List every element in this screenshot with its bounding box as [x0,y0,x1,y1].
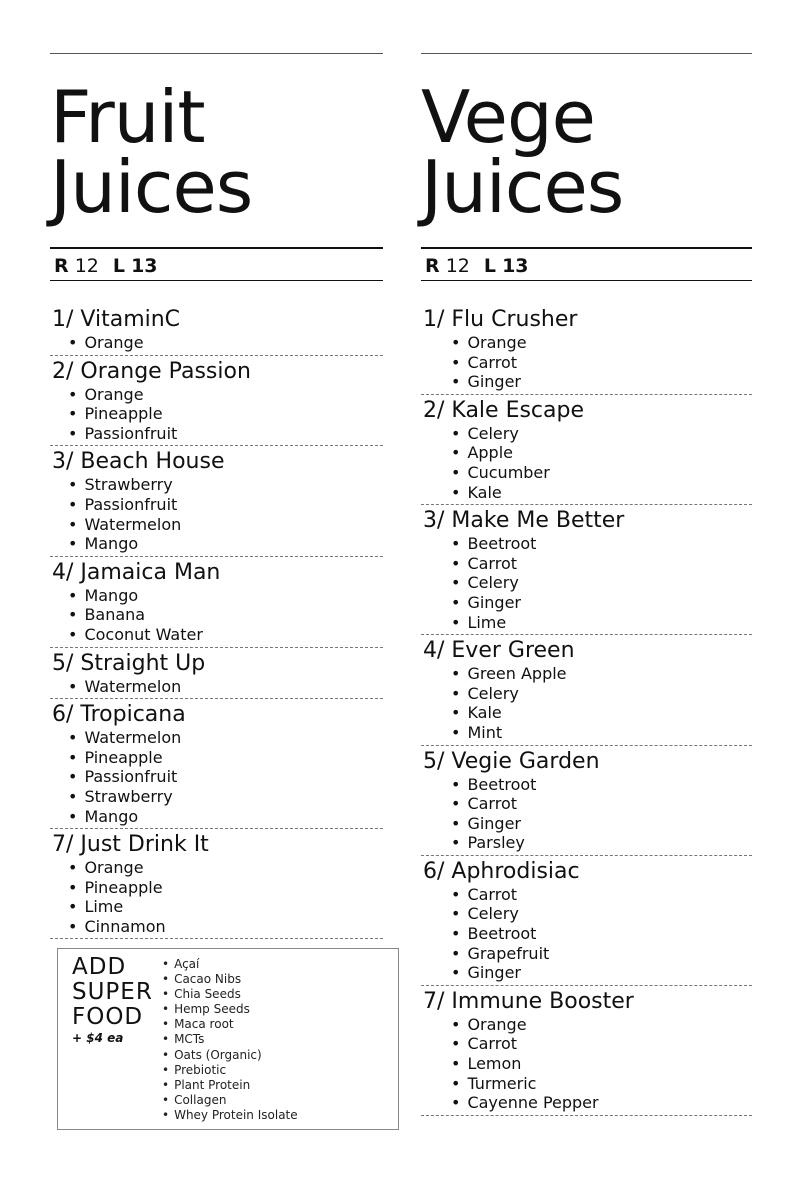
ingredient: • Orange [451,333,752,353]
ingredient-list [50,385,383,444]
ingredient-list [50,728,383,826]
superfood-item: • Hemp Seeds [162,1002,298,1017]
juice-item [421,638,752,745]
title-line: Fruit [50,75,205,159]
ingredient: • Orange [68,858,383,878]
fruit-juices-title [50,75,253,229]
ingredient: • Kale [451,703,752,723]
superfood-item: • Collagen [162,1093,298,1108]
ingredient: • Carrot [451,353,752,373]
vege-juice-list [421,307,752,1119]
juice-item [421,859,752,986]
juice-name: 7/ Just Drink It [52,832,209,858]
regular-size-label: R [425,255,440,277]
regular-price: 12 [74,255,99,277]
ingredient: • Green Apple [451,664,752,684]
ingredient: • Celery [451,424,752,444]
ingredient: • Watermelon [68,677,383,697]
juice-item [421,307,752,395]
juice-item [50,560,383,648]
ingredient: • Cucumber [451,463,752,483]
ingredient: • Coconut Water [68,625,383,645]
fruit-juice-list [50,307,383,942]
large-price: 13 [131,255,158,277]
juice-name: 7/ Immune Booster [423,988,634,1014]
ingredient: • Parsley [451,833,752,853]
ingredient: • Mint [451,723,752,743]
juice-item [50,702,383,829]
vege-price-bar [421,247,752,281]
ingredient-list [421,885,752,983]
ingredient: • Ginger [451,963,752,983]
fruit-price-bar [50,247,383,281]
superfood-price: + $4 ea [72,1031,124,1045]
ingredient: • Beetroot [451,534,752,554]
juice-name: 2/ Orange Passion [52,358,251,384]
regular-price: 12 [445,255,470,277]
juice-name: 1/ Flu Crusher [423,307,578,332]
superfood-list [162,957,298,1123]
superfood-item: • MCTs [162,1032,298,1047]
juice-name: 4/ Ever Green [423,638,575,664]
ingredient-list [50,475,383,553]
juice-item [421,749,752,856]
juice-item [421,398,752,505]
ingredient: • Banana [68,605,383,625]
top-divider [421,53,752,54]
juice-name: 6/ Aphrodisiac [423,858,580,884]
superfood-item: • Plant Protein [162,1078,298,1093]
juice-name: 5/ Straight Up [52,650,206,676]
ingredient-list [421,1015,752,1113]
juice-item [421,989,752,1116]
ingredient: • Lime [451,613,752,633]
juice-item [421,508,752,635]
juice-name: 5/ Vegie Garden [423,748,600,774]
ingredient: • Cinnamon [68,917,383,937]
ingredient: • Ginger [451,814,752,834]
ingredient-list [421,775,752,853]
ingredient: • Grapefruit [451,944,752,964]
ingredient: • Pineapple [68,878,383,898]
ingredient-list [50,333,383,353]
superfood-heading-line: ADD [72,954,127,980]
ingredient-list [421,534,752,632]
ingredient: • Cayenne Pepper [451,1093,752,1113]
ingredient: • Lemon [451,1054,752,1074]
large-size-label: L [112,255,126,277]
large-size-label: L [483,255,497,277]
juice-name: 1/ VitaminC [52,307,181,332]
ingredient: • Watermelon [68,515,383,535]
ingredient: • Mango [68,586,383,606]
top-divider [50,53,383,54]
ingredient: • Kale [451,483,752,503]
superfood-item: • Whey Protein Isolate [162,1108,298,1123]
ingredient: • Carrot [451,554,752,574]
juice-name: 3/ Beach House [52,449,225,475]
ingredient: • Turmeric [451,1074,752,1094]
superfood-heading [72,955,153,1030]
juice-name: 2/ Kale Escape [423,397,585,423]
title-line: Juices [421,145,624,229]
ingredient: • Beetroot [451,924,752,944]
juice-item [50,307,383,356]
ingredient-list [50,677,383,697]
title-line: Juices [50,145,253,229]
ingredient-list [421,664,752,742]
ingredient: • Ginger [451,593,752,613]
juice-name: 3/ Make Me Better [423,508,625,534]
add-superfood-box [57,948,399,1130]
juice-item [50,359,383,447]
ingredient: • Orange [68,385,383,405]
ingredient: • Passionfruit [68,424,383,444]
ingredient: • Passionfruit [68,767,383,787]
juice-item [50,651,383,700]
ingredient: • Carrot [451,885,752,905]
superfood-heading-line: SUPER [72,979,153,1005]
ingredient: • Beetroot [451,775,752,795]
regular-size-label: R [54,255,69,277]
ingredient: • Celery [451,684,752,704]
ingredient: • Celery [451,573,752,593]
ingredient-list [421,333,752,392]
ingredient: • Ginger [451,372,752,392]
superfood-item: • Maca root [162,1017,298,1032]
ingredient: • Carrot [451,1034,752,1054]
ingredient: • Orange [451,1015,752,1035]
ingredient: • Mango [68,807,383,827]
large-price: 13 [502,255,529,277]
superfood-item: • Chia Seeds [162,987,298,1002]
ingredient-list [50,858,383,936]
superfood-item: • Açaí [162,957,298,972]
ingredient: • Strawberry [68,475,383,495]
ingredient: • Pineapple [68,748,383,768]
ingredient: • Pineapple [68,404,383,424]
ingredient: • Apple [451,443,752,463]
vege-juices-title [421,75,624,229]
juice-item [50,449,383,556]
ingredient: • Mango [68,534,383,554]
ingredient: • Lime [68,897,383,917]
juice-name: 4/ Jamaica Man [52,559,221,585]
ingredient-list [421,424,752,502]
ingredient: • Strawberry [68,787,383,807]
ingredient: • Passionfruit [68,495,383,515]
superfood-heading-line: FOOD [72,1004,144,1030]
ingredient: • Carrot [451,794,752,814]
ingredient: • Watermelon [68,728,383,748]
superfood-item: • Cacao Nibs [162,972,298,987]
superfood-item: • Oats (Organic) [162,1048,298,1063]
superfood-item: • Prebiotic [162,1063,298,1078]
ingredient: • Celery [451,904,752,924]
title-line: Vege [421,75,595,159]
juice-item [50,832,383,939]
ingredient-list [50,586,383,645]
juice-name: 6/ Tropicana [52,702,186,728]
ingredient: • Orange [68,333,383,353]
